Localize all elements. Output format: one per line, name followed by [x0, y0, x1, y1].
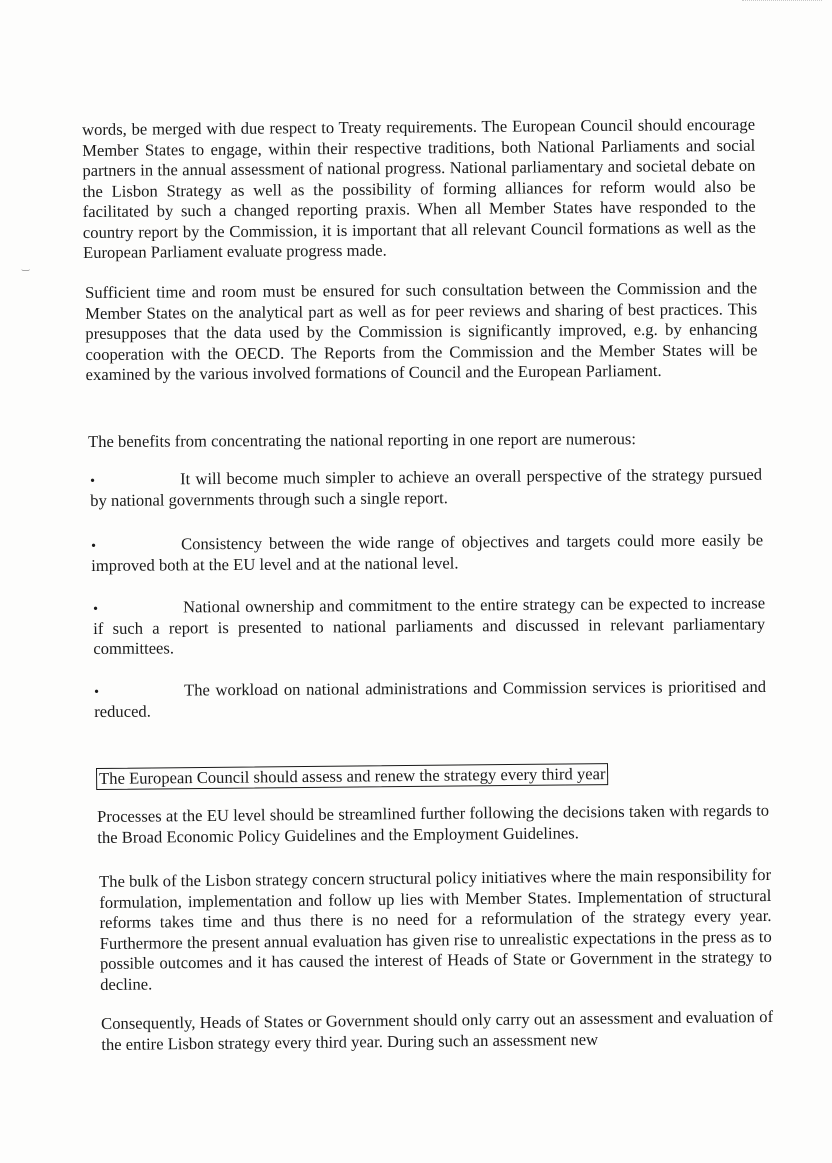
paragraph-consultation: Sufficient time and room must be ensured for such consultation between the Commission and the Member States on the analytical part as well as for peer reviews and sharing of best practices. This presupposes that the data used by the Commission is significantly improved, e.g. by enhancing cooperation with the OECD. The Reports from the Commission and the Member States will be examined by the various involved formations of Council and the European Parliament.: [85, 278, 758, 384]
list-item-text: The workload on national administrations and Commission services is prioritised and reduced.: [94, 676, 767, 721]
list-item: [94, 677, 766, 722]
paragraph-reporting-merge: words, be merged with due respect to Treaty requirements. The European Council should encourage Member States to engage, within their respective traditions, both National Parliaments and social partners in the annual assessment of national progress. National parliamentary and societal debate on the Lisbon Strategy as well as the possibility of forming alliances for reform would also be facilitated by such a changed reporting praxis. When all Member States have responded to the country report by the Commission, it is important that all relevant Council formations as well as the European Parliament evaluate progress made.: [82, 114, 756, 262]
bullet-icon: •: [91, 538, 97, 554]
section-heading: The European Council should assess and renew the strategy every third year: [96, 763, 609, 790]
paragraph-benefits-intro: The benefits from concentrating the national reporting in one report are numerous:: [88, 429, 636, 451]
bullet-icon: •: [93, 601, 99, 617]
list-item-text: It will become much simpler to achieve an overall perspective of the strategy pursued by national governments through such a single report.: [90, 464, 763, 510]
margin-mark: ‿: [22, 261, 30, 271]
list-item: [93, 593, 765, 659]
list-item: [90, 465, 762, 511]
paragraph-assessment-cycle: Consequently, Heads of States or Government should only carry out an assessment and evaluation of the entire Lisbon strategy every third year. During such an assessment new: [101, 1006, 774, 1054]
bullet-icon: •: [90, 473, 96, 489]
scan-artifact: [742, 0, 822, 3]
list-item-text: Consistency between the wide range of objectives and targets could more easily be improved both at the EU level and at the national level.: [91, 530, 764, 575]
paragraph-eu-processes: Processes at the EU level should be streamlined further following the decisions taken with regards to the Broad Economic Policy Guidelines and the Employment Guidelines.: [97, 800, 770, 847]
list-item-text: National ownership and commitment to the entire strategy can be expected to increase if such a report is presented to national parliaments and discussed in relevant parliamentary committees.: [93, 593, 766, 658]
list-item: [91, 530, 763, 576]
paragraph-structural-policy: The bulk of the Lisbon strategy concern structural policy initiatives where the main responsibility for formulation, implementation and follow up lies with Member States. Implementation of structural reforms takes time and thus there is no need for a reformulation of the strategy every year. Furthermore the present annual evaluation has given rise to unrealistic expectations in the press as to possible outcomes and it has caused the interest of Heads of State or Government in the strategy to decline.: [99, 864, 773, 994]
bullet-icon: •: [94, 684, 100, 700]
